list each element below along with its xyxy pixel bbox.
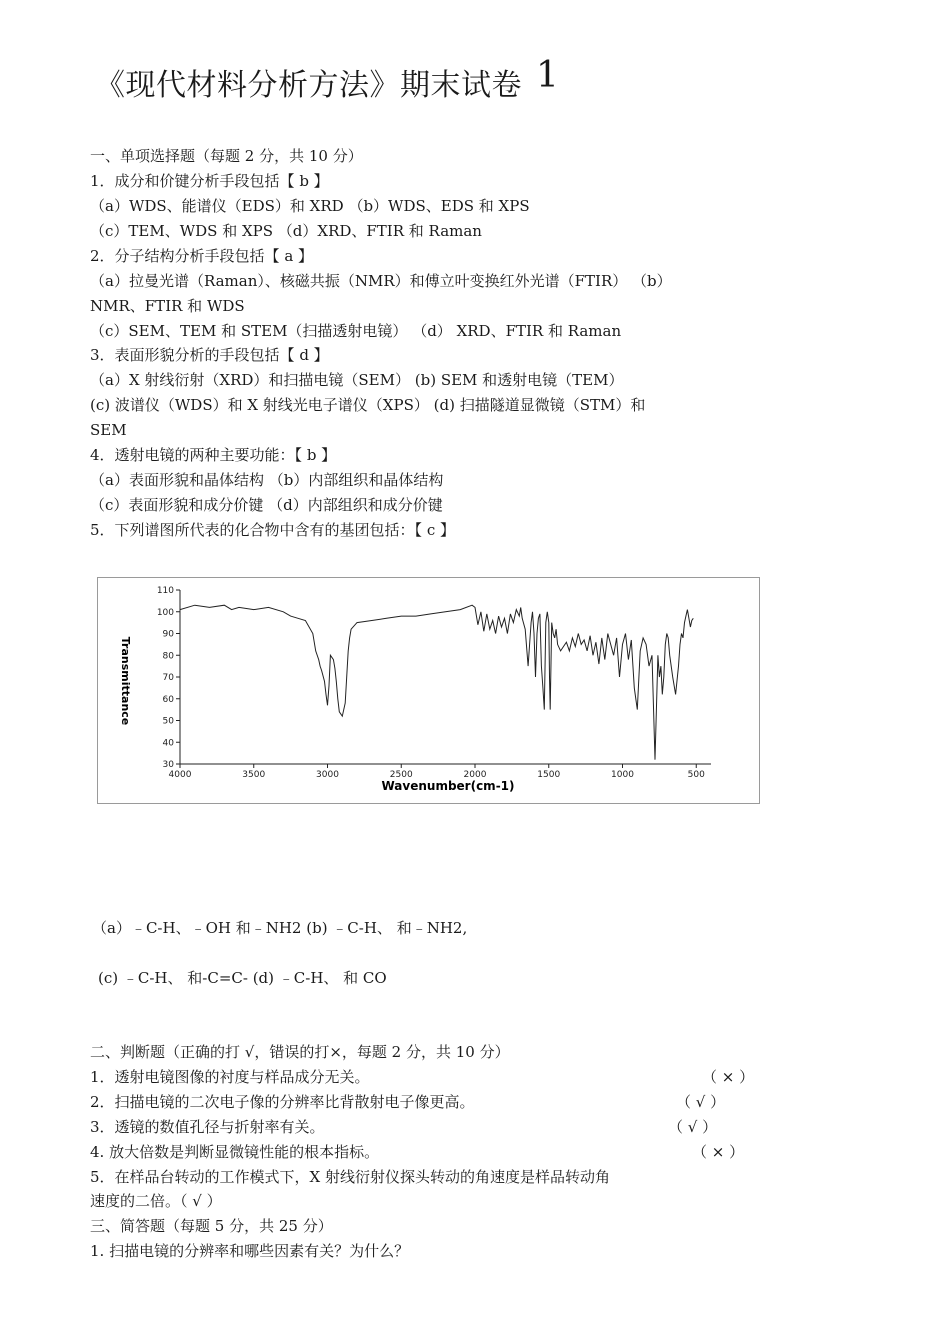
x-tick-label: 3500 (242, 770, 266, 780)
title-text: 《现代材料分析方法》期末试卷 (95, 68, 522, 103)
tf-item-3: 3．透镜的数值孔径与折射率有关。 (90, 1118, 325, 1136)
q4-stem: 4．透射电镜的两种主要功能：【 b 】 (90, 446, 337, 464)
q1-options-cd: （c）TEM、WDS 和 XPS （d）XRD、FTIR 和 Raman (90, 222, 482, 240)
page-title (95, 55, 560, 104)
tf-item-1: 1．透射电镜图像的衬度与样品成分无关。 (90, 1068, 370, 1086)
x-axis-label: Wavenumber(cm-1) (381, 779, 515, 793)
q1-stem: 1．成分和价键分析手段包括【 b 】 (90, 172, 329, 190)
tf-mark-4: （ × ） (692, 1143, 745, 1161)
q1-options-ab: （a）WDS、能谱仪（EDS）和 XRD （b）WDS、EDS 和 XPS (90, 197, 530, 215)
spectrum-line (180, 605, 693, 760)
y-tick-label: 40 (162, 738, 174, 749)
q2-options-b-cont: NMR、FTIR 和 WDS (90, 297, 245, 315)
y-tick-label: 30 (162, 760, 174, 770)
q4-options-ab: （a）表面形貌和晶体结构 （b）内部组织和晶体结构 (90, 471, 444, 489)
x-tick-label: 2000 (463, 770, 487, 780)
y-tick-label: 90 (162, 629, 174, 640)
tf-item-5-line1: 5．在样品台转动的工作模式下，X 射线衍射仪探头转动的角速度是样品转动角 (90, 1168, 610, 1186)
y-tick-label: 80 (162, 651, 174, 662)
title-number: 1 (536, 55, 560, 96)
q2-stem: 2．分子结构分析手段包括【 a 】 (90, 247, 314, 265)
tf-item-5-line2: 速度的二倍。（ √ ） (90, 1192, 222, 1210)
tf-mark-2: （ √ ） (676, 1093, 726, 1111)
x-tick-label: 1000 (611, 770, 634, 780)
section3-heading: 三、简答题（每题 5 分，共 25 分） (90, 1217, 333, 1235)
q3-options-d-cont: SEM (90, 421, 127, 439)
q3-stem: 3．表面形貌分析的手段包括【 d 】 (90, 346, 329, 364)
section2-heading: 二、判断题（正确的打 √，错误的打×，每题 2 分，共 10 分） (90, 1043, 510, 1061)
x-tick-label: 2500 (389, 770, 413, 780)
q5-stem: 5．下列谱图所代表的化合物中含有的基团包括：【 c 】 (90, 521, 455, 539)
x-tick-label: 1500 (537, 770, 561, 780)
y-tick-label: 110 (156, 586, 174, 596)
ir-spectrum-svg (98, 578, 759, 803)
short-answer-q1: 1. 扫描电镜的分辨率和哪些因素有关？为什么？ (90, 1242, 410, 1260)
section1-heading: 一、单项选择题（每题 2 分，共 10 分） (90, 147, 363, 165)
y-tick-label: 70 (162, 673, 174, 683)
tf-item-2: 2．扫描电镜的二次电子像的分辨率比背散射电子像更高。 (90, 1093, 475, 1111)
chart-ticks (157, 586, 705, 780)
q4-options-cd: （c）表面形貌和成分价键 （d）内部组织和成分价键 (90, 496, 443, 514)
chart-axes (180, 590, 711, 764)
x-tick-label: 3000 (316, 770, 339, 780)
y-tick-label: 60 (162, 694, 174, 705)
q2-options-ab: （a）拉曼光谱（Raman）、核磁共振（NMR）和傅立叶变换红外光谱（FTIR） （b） (90, 272, 672, 290)
x-tick-label: 4000 (168, 770, 192, 780)
q5-options-ab: （a）﹣C-H、﹣OH 和﹣NH2 (b) ﹣C-H、 和﹣NH2, (92, 919, 468, 937)
x-tick-label: 500 (687, 770, 705, 780)
tf-mark-1: （ × ） (702, 1068, 755, 1086)
q3-options-ab: （a）X 射线衍射（XRD）和扫描电镜（SEM） (b) SEM 和透射电镜（TEM） (90, 371, 624, 389)
y-tick-label: 50 (162, 716, 174, 727)
y-tick-label: 100 (156, 607, 174, 618)
ir-spectrum-chart (97, 577, 760, 804)
tf-item-4: 4. 放大倍数是判断显微镜性能的根本指标。 (90, 1143, 380, 1161)
q2-options-cd: （c）SEM、TEM 和 STEM（扫描透射电镜） （d） XRD、FTIR 和 Raman (90, 322, 622, 340)
q3-options-cd: (c) 波谱仪（WDS）和 X 射线光电子谱仪（XPS） (d) 扫描隧道显微镜（STM）和 (90, 396, 646, 414)
tf-mark-3: （ √ ） (668, 1118, 718, 1136)
q5-options-cd: (c) ﹣C-H、 和-C=C- (d) ﹣C-H、 和 CO (98, 969, 387, 987)
y-axis-label: Transmittance (119, 636, 132, 726)
